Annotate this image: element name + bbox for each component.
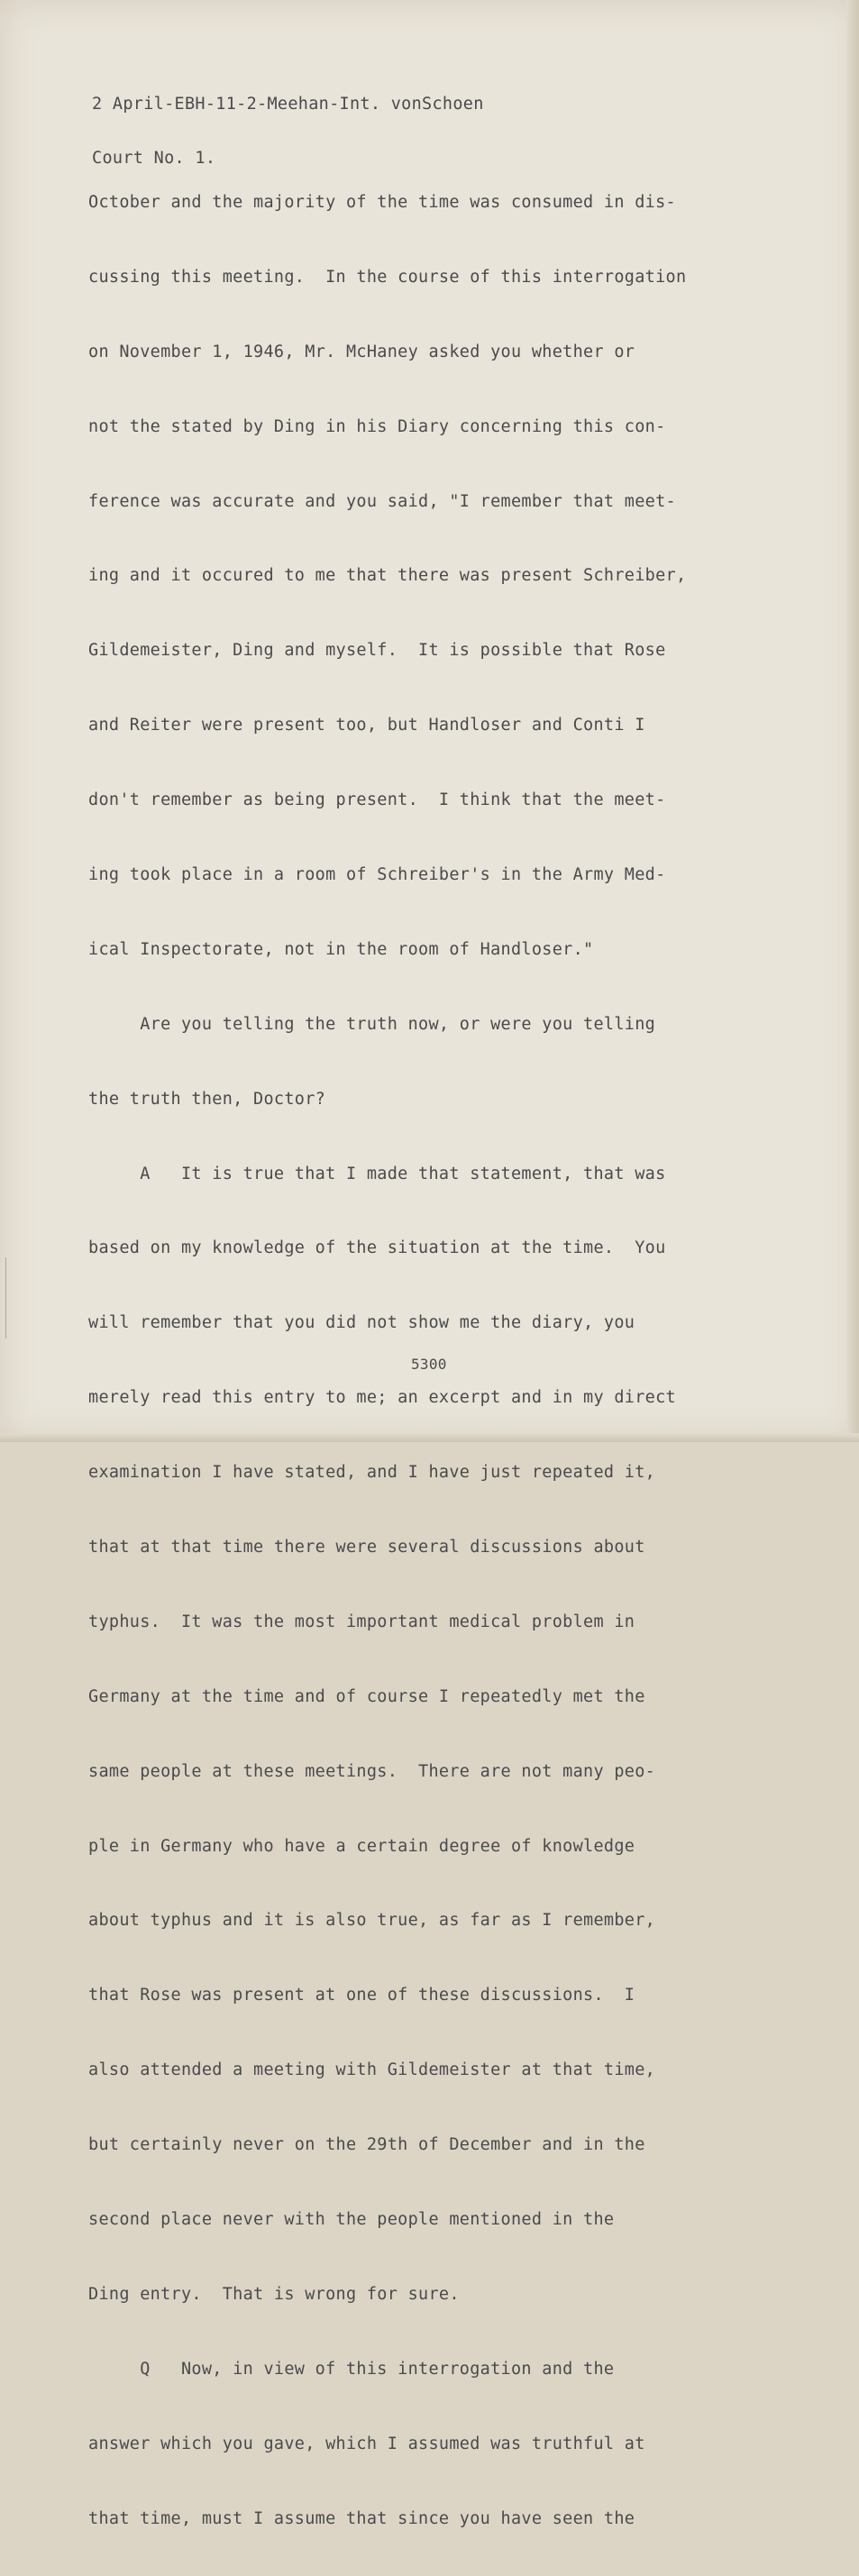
text-line: merely read this entry to me; an excerpt and in my direct bbox=[88, 1388, 676, 1408]
header-reference: 2 April-EBH-11-2-Meehan-Int. vonSchoen bbox=[92, 95, 484, 114]
text-line: not the stated by Ding in his Diary concerning this con- bbox=[88, 416, 666, 436]
text-line: that Rose was present at one of these discussions. I bbox=[88, 1986, 635, 2005]
text-line: and Reiter were present too, but Handloser and Conti I bbox=[88, 716, 645, 735]
text-line: but certainly never on the 29th of December and in the bbox=[88, 2135, 645, 2155]
text-line: October and the majority of the time was consumed in dis- bbox=[88, 193, 676, 212]
text-line: the truth then, Doctor? bbox=[88, 1089, 326, 1109]
text-line: Germany at the time and of course I repeatedly met the bbox=[88, 1686, 645, 1706]
paper-edge-right bbox=[846, 0, 859, 1442]
header-court: Court No. 1. bbox=[92, 149, 216, 168]
text-line: second place never with the people mentioned in the bbox=[88, 2210, 615, 2230]
text-line: about typhus and it is also true, as far as I remember, bbox=[88, 1911, 656, 1931]
text-line: cussing this meeting. In the course of this interrogation bbox=[88, 267, 687, 287]
text-line: Gildemeister, Ding and myself. It is possible that Rose bbox=[88, 641, 666, 661]
text-line: on November 1, 1946, Mr. McHaney asked you whether or bbox=[88, 342, 635, 361]
text-line: Q Now, in view of this interrogation and the bbox=[88, 2359, 615, 2379]
text-line: don't remember as being present. I think that the meet- bbox=[88, 790, 666, 810]
text-line: that time, must I assume that since you have seen the bbox=[88, 2508, 635, 2528]
text-line: answer which you gave, which I assumed was truthful at bbox=[88, 2434, 645, 2453]
text-line: Ding entry. That is wrong for sure. bbox=[88, 2284, 460, 2304]
text-line: same people at these meetings. There are not many peo- bbox=[88, 1761, 656, 1781]
text-line: ple in Germany who have a certain degree of knowledge bbox=[88, 1836, 635, 1856]
text-line: ical Inspectorate, not in the room of Handloser." bbox=[88, 939, 594, 959]
page-number: 5300 bbox=[411, 1356, 447, 1373]
text-line: A It is true that I made that statement, that was bbox=[88, 1164, 666, 1183]
text-line: typhus. It was the most important medical problem in bbox=[88, 1612, 635, 1631]
text-line: that at that time there were several discussions about bbox=[88, 1538, 645, 1557]
text-line: based on my knowledge of the situation at the time. You bbox=[88, 1238, 666, 1258]
text-line: Are you telling the truth now, or were you telling bbox=[88, 1014, 656, 1034]
text-line: ference was accurate and you said, "I remember that meet- bbox=[88, 491, 676, 511]
text-line: examination I have stated, and I have just repeated it, bbox=[88, 1463, 656, 1483]
transcript-body bbox=[88, 147, 686, 2576]
margin-mark bbox=[5, 1257, 9, 1338]
text-line: will remember that you did not show me the diary, you bbox=[88, 1313, 635, 1333]
text-line: ing and it occured to me that there was present Schreiber, bbox=[88, 566, 687, 586]
text-line: ing took place in a room of Schreiber's in the Army Med- bbox=[88, 865, 666, 885]
text-line: also attended a meeting with Gildemeister at that time, bbox=[88, 2060, 656, 2080]
